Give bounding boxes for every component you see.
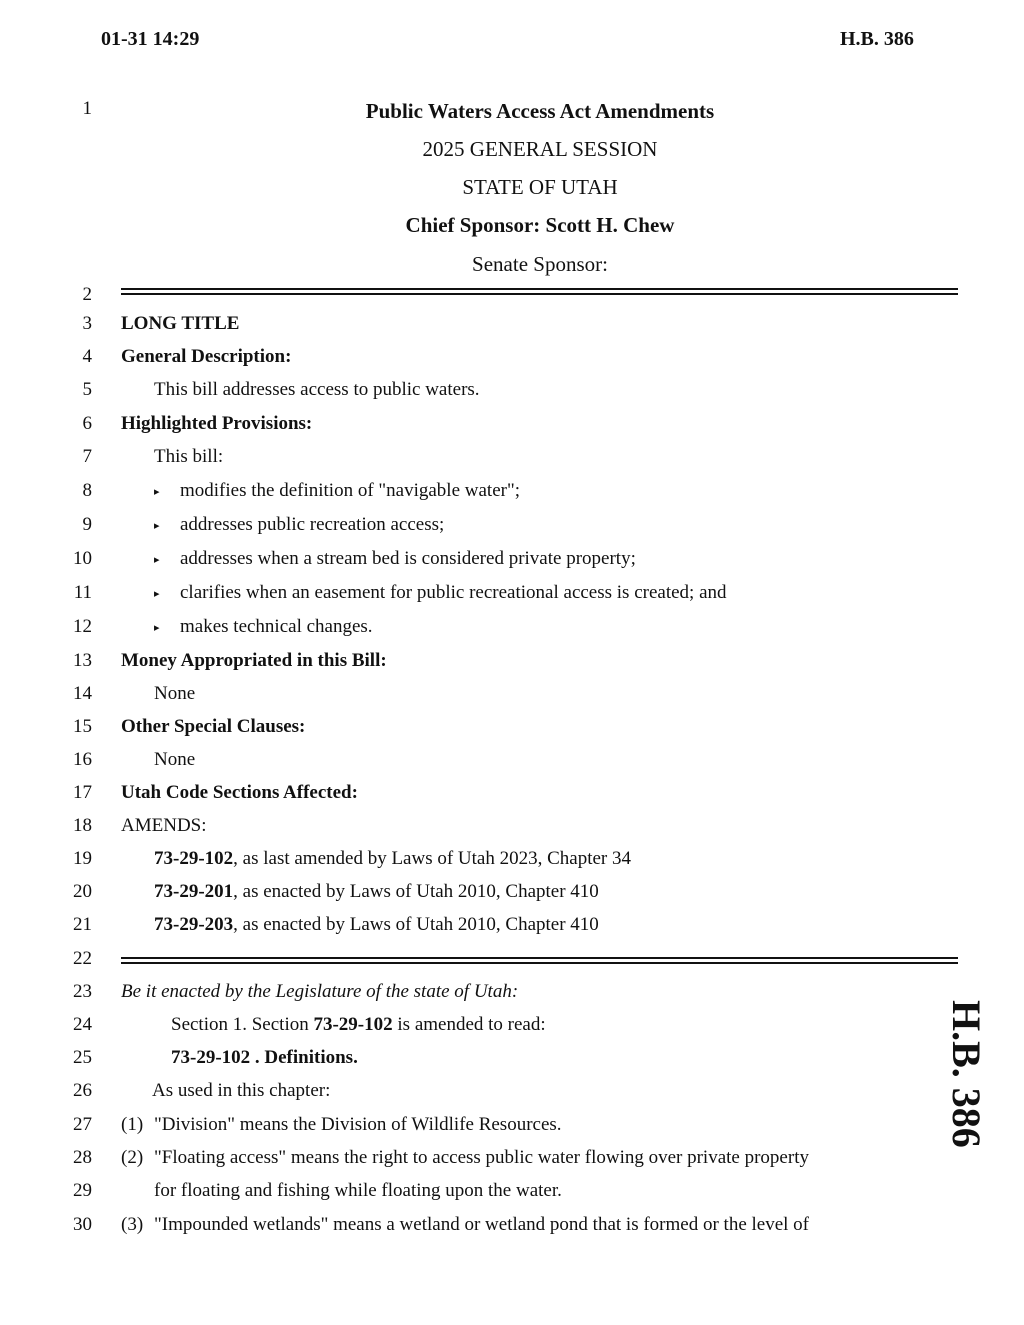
- this-bill: This bill:: [154, 446, 224, 467]
- section-heading: 73-29-102 . Definitions.: [171, 1047, 358, 1068]
- line-number: 21: [73, 914, 92, 935]
- line-number: 11: [73, 582, 92, 603]
- definition-2-cont: for floating and fishing while floating upon the water.: [154, 1180, 562, 1201]
- code-sections-label: Utah Code Sections Affected:: [121, 782, 358, 803]
- general-description: This bill addresses access to public waters.: [154, 379, 480, 400]
- line-number: 22: [73, 948, 92, 969]
- line-number: 28: [73, 1147, 92, 1168]
- clauses-value: None: [154, 749, 196, 770]
- line-number: 20: [73, 881, 92, 902]
- line-number: 5: [82, 379, 92, 400]
- line-number: 7: [82, 446, 92, 467]
- money-value: None: [154, 683, 196, 704]
- line-number: 24: [73, 1014, 92, 1035]
- money-label: Money Appropriated in this Bill:: [121, 650, 387, 671]
- line-number: 29: [73, 1180, 92, 1201]
- line-number: 23: [73, 981, 92, 1002]
- long-title-heading: LONG TITLE: [121, 313, 240, 334]
- line-number: 18: [73, 815, 92, 836]
- line-number: 4: [82, 346, 92, 367]
- double-rule-top: [121, 288, 958, 295]
- line-number: 17: [73, 782, 92, 803]
- bullet-icon: ▸: [154, 486, 160, 499]
- provision-item: ▸ addresses public recreation access;: [154, 514, 445, 535]
- general-description-label: General Description:: [121, 346, 292, 367]
- line-number: 1: [82, 98, 92, 119]
- line-number: 27: [73, 1114, 92, 1135]
- bullet-icon: ▸: [154, 622, 160, 635]
- line-number: 19: [73, 848, 92, 869]
- senate-sponsor: Senate Sponsor:: [472, 252, 608, 276]
- clauses-label: Other Special Clauses:: [121, 716, 306, 737]
- line-number: 10: [73, 548, 92, 569]
- line-number: 6: [82, 413, 92, 434]
- code-section-item: 73-29-203, as enacted by Laws of Utah 2010, Chapter 410: [154, 914, 599, 935]
- as-used: As used in this chapter:: [152, 1080, 331, 1101]
- chief-sponsor: Chief Sponsor: Scott H. Chew: [405, 213, 675, 237]
- code-section-item: 73-29-102, as last amended by Laws of Utah 2023, Chapter 34: [154, 848, 632, 869]
- double-rule-bottom: [121, 957, 958, 964]
- line-number: 3: [82, 313, 92, 334]
- header-bill-id: H.B. 386: [840, 28, 914, 50]
- bullet-icon: ▸: [154, 520, 160, 533]
- header-datetime: 01-31 14:29: [101, 28, 200, 50]
- line-number: 26: [73, 1080, 92, 1101]
- line-number: 12: [73, 616, 92, 637]
- section-intro: Section 1. Section 73-29-102 is amended to read:: [171, 1014, 546, 1035]
- line-number: 13: [73, 650, 92, 671]
- highlighted-provisions-label: Highlighted Provisions:: [121, 413, 313, 434]
- state: STATE OF UTAH: [462, 175, 618, 199]
- line-number: 14: [73, 683, 92, 704]
- line-number: 8: [82, 480, 92, 501]
- line-number: 9: [82, 514, 92, 535]
- session: 2025 GENERAL SESSION: [422, 137, 658, 161]
- amends-label: AMENDS:: [121, 815, 207, 836]
- bullet-icon: ▸: [154, 554, 160, 567]
- side-bill-label: H.B. 386: [944, 1000, 989, 1148]
- line-number: 15: [73, 716, 92, 737]
- enacting-clause: Be it enacted by the Legislature of the state of Utah:: [121, 981, 519, 1002]
- provision-item: ▸ modifies the definition of "navigable water";: [154, 480, 520, 501]
- bill-title: Public Waters Access Act Amendments: [365, 99, 715, 123]
- provision-item: ▸ makes technical changes.: [154, 616, 373, 637]
- definition-1: (1) "Division" means the Division of Wildlife Resources.: [121, 1114, 562, 1135]
- bullet-icon: ▸: [154, 588, 160, 601]
- line-number: 2: [82, 284, 92, 305]
- line-number: 25: [73, 1047, 92, 1068]
- definition-2: (2) "Floating access" means the right to access public water flowing over private property: [121, 1147, 809, 1168]
- line-number: 16: [73, 749, 92, 770]
- line-number: 30: [73, 1214, 92, 1235]
- provision-item: ▸ addresses when a stream bed is considered private property;: [154, 548, 636, 569]
- definition-3: (3) "Impounded wetlands" means a wetland or wetland pond that is formed or the level of: [121, 1214, 809, 1235]
- code-section-item: 73-29-201, as enacted by Laws of Utah 2010, Chapter 410: [154, 881, 599, 902]
- provision-item: ▸ clarifies when an easement for public recreational access is created; and: [154, 582, 727, 603]
